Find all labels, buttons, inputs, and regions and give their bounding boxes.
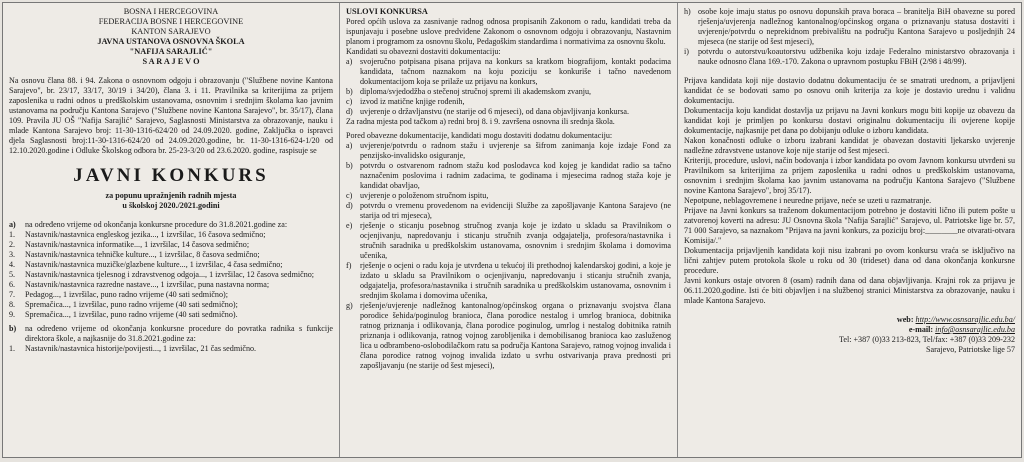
position-item-text: Nastavnik/nastavnica historije/povijesti..., 1 izvršilac, 21 čas sedmično. (25, 344, 257, 353)
additional-doc-item-key: e) (346, 221, 353, 230)
additional-doc-item (346, 261, 671, 301)
contact-address: Sarajevo, Patriotske lige 57 (925, 345, 1015, 354)
subtitle-2: u školskoj 2020./2021.godini (122, 201, 220, 210)
additional-doc-item-key: g) (346, 301, 353, 310)
additional-doc-item-key: h) (684, 7, 691, 16)
newspaper-page (2, 2, 1022, 458)
contact-web (684, 315, 1015, 325)
position-item (9, 310, 333, 320)
additional-doc-item (684, 47, 1015, 67)
position-item-text: Nastavnik/nastavnica tehničke kulture..., 1 izvršilac, 8 časova sedmično; (25, 250, 260, 259)
legal-intro: Na osnovu člana 88. i 94. Zakona o osnovnom odgoju i obrazovanju ("Službene novine Kantona Sarajevo", br. 23/17, 33/17, 30/19 i 34/20), člana 3. i 11. Pravilnika sa kriterijima za prijem zaposlenika u radni odnos u predškolskim ustanovama, osnovnim i srednjim školama kao javnim ustanovama na području Kantona Sarajevo ("Službene novine Kantona Sarajevo", br. 35/17), člana 109. Pravila JU OŠ "Nafija Sarajlić" Sarajevo, Saglasnosti Ministarstva za obrazovanje, nauku i mlade Kantona Sarajevo broj: 11-30-1316-624/20 od 24.09.2020. godine, Zaključka o ispravci djela Saglasnosti broj:11-30-1316-624/20 od 24.09.2020.godine, br. 11-30-1316-624-1/20 od 12.10.2020.godine i Odluke Školskog odbora br. 25-23-3/20 od 23.6.2020. godine, raspisuje se (9, 76, 333, 155)
position-item (9, 230, 333, 240)
position-item-key: 5. (9, 270, 16, 279)
position-item-key: 1. (9, 344, 16, 353)
additional-docs-list-cont (684, 7, 1015, 67)
required-doc-item-text: svojeručno potpisana pisana prijava na konkurs sa kratkom biografijom, kontakt podacima kandidata, tačnom naznakom na koju poziciju se konkuriše i tačno navedenom dokumentacijom koja se prilaže uz prijavu na konkurs, (360, 57, 671, 86)
position-item-text: Spremačica..., 1 izvršilac, puno radno vrijeme (40 sati sedmično); (25, 300, 238, 309)
section-a-intro (9, 220, 333, 230)
para-criteria: Kriteriji, procedure, uslovi, način bodovanja i izbor kandidata po ovom Javnom konkursu utvrđeni su Pravilnikom sa kriterijima za prijem zaposlenika u radni odnos u predškolskim ustanovama, osnovnim i srednjim školama kao javnim ustanovama na području Kantona Sarajevo ("Službene novine Kantona Sarajevo", broj 35/17). (684, 156, 1015, 195)
contact-email (684, 325, 1015, 335)
email-label: e-mail: (908, 325, 934, 334)
required-docs-intro: Kandidati su obavezni dostaviti dokumentaciju: (346, 47, 501, 56)
position-item-key: 9. (9, 310, 16, 319)
required-doc-item-key: c) (346, 97, 353, 106)
email-link[interactable]: info@osnsarajlic.edu.ba (935, 325, 1015, 334)
additional-doc-item-text: rješenje o sticanju posebnog stručnog zvanja koje je izdato u skladu sa Pravilnikom o ocjenjivanju, napredovanju i sticanju stručnih zvanja odgajatelja, profesora/nastavnika i stručnih saradnika u predškolskim ustanovama, osnovnim i srednjim školama i domovima učenika, (360, 221, 671, 260)
additional-doc-item (684, 7, 1015, 47)
additional-doc-item-key: f) (346, 261, 352, 270)
additional-doc-item-text: osobe koje imaju status po osnovu dopunskih prava boraca – branitelja BiH obavezne su pored rješenja/uvjerenja nadležnog kantonalnog/općinskog organa o priznavanju statusa dostaviti i uvjerenje/potvrdu o neprekidnom prebivalištu na području Kantona Sarajevo u posljednjih 24 mjeseca (ne starije od šest mjeseci), (698, 7, 1015, 46)
position-item-key: 7. (9, 290, 16, 299)
para-submission: Prijave na Javni konkurs sa traženom dokumentacijom potrebno je dostaviti lično ili putem pošte u zatvorenoj koverti na adresu: JU Osnovna škola "Nafija Sarajlić" Sarajevo, ul. Patriotske lige br. 57, 71 000 Sarajevo, sa naznakom "Prijava na javni konkurs, za poziciju broj:________ne otvarati-otvara Komisija/." (684, 206, 1015, 245)
additional-doc-item-text: uvjerenje o položenom stručnom ispitu, (360, 191, 489, 200)
position-item-key: 8. (9, 300, 16, 309)
additional-doc-item (346, 161, 671, 191)
additional-doc-item (346, 191, 671, 201)
position-item-text: Nastavnik/nastavnica engleskog jezika..., 1 izvršilac, 16 časova sedmično; (25, 230, 266, 239)
required-doc-item-text: uvjerenje o državljanstvu (ne starije od 6 mjeseci), od dana objavljivanja konkursa. (360, 107, 630, 116)
position-item-key: 4. (9, 260, 16, 269)
subtitle-1: za popunu upražnjenih radnih mjesta (105, 191, 237, 200)
header-school: JAVNA USTANOVA OSNOVNA ŠKOLA (97, 37, 245, 46)
position-item-text: Pedagog..., 1 izvršilac, puno radno vrijeme (40 sati sedmično); (25, 290, 228, 299)
position-item (9, 260, 333, 270)
position-item-text: Nastavnik/nastavnica muzičke/glazbene kulture..., 1 izvršilac, 4 časa sedmično; (25, 260, 283, 269)
additional-doc-item (346, 141, 671, 161)
section-b-intro (9, 324, 333, 344)
position-item (9, 280, 333, 290)
institution-header (9, 7, 333, 67)
header-city: S A R A J E V O (142, 57, 200, 66)
required-doc-item (346, 57, 671, 87)
header-country: BOSNA I HERCEGOVINA (123, 7, 219, 16)
additional-doc-item-text: potvrdu o ostvarenom radnom stažu kod poslodavca kod kojeg je kandidat radio sa tačno naznačenim poslovima i radnim zadacima, te godinama i mjesecima radnog staža koje je kandidat obavljao, (360, 161, 671, 190)
position-item-key: 2. (9, 240, 16, 249)
position-item-text: Nastavnik/nastavnica razredne nastave..., 1 izvršilac, puna nastavna norma; (25, 280, 270, 289)
additional-doc-item-key: i) (684, 47, 689, 56)
position-item-key: 6. (9, 280, 16, 289)
para-valid-application: Prijava kandidata koji nije dostavio dodatnu dokumentaciju će se smatrati urednom, a prijavljeni kandidat će se bodovati samo po osnovu onih kriterija za koje je dostavio urednu i validnu dokumentaciju. (684, 76, 1015, 105)
para-copies: Dokumentacija koju kandidat dostavlja uz prijavu na Javni konkurs mogu biti kopije uz obavezu da kandidat koji je primljen po konkursu dostavi originalnu dokumentaciju ili ovjerene kopije dokumentacije, najkasnije pet dana po dobijanju odluke o izboru kandidata. (684, 106, 1015, 135)
position-item (9, 240, 333, 250)
header-canton: KANTON SARAJEVO (131, 27, 211, 36)
header-school-name: "NAFIJA SARAJLIĆ" (129, 47, 213, 56)
section-a-key: a) (9, 220, 16, 229)
position-item (9, 344, 333, 354)
required-doc-item (346, 87, 671, 97)
section-a-list (9, 230, 333, 320)
additional-docs-intro: Pored obavezne dokumentacije, kandidati mogu dostaviti dodatnu dokumentaciju: (346, 131, 613, 140)
required-doc-item-key: d) (346, 107, 353, 116)
additional-docs-list (346, 141, 671, 371)
position-item (9, 290, 333, 300)
column-middle (340, 3, 678, 457)
additional-doc-item-key: d) (346, 201, 353, 210)
section-b-text: na određeno vrijeme od okončanja konkursne procedure do povratka radnika s funkcije direktora škole, a najkasnije do 31.8.2021.godine za: (25, 324, 333, 343)
section-b-list (9, 344, 333, 354)
para-return: Dokumentacija prijavljenih kandidata koji nisu izabrani po ovom konkursu vraća se isključivo na lični zahtjev putem protokola škole u roku od 30 (trideset) dana od dana okončanja konkursne procedure. (684, 246, 1015, 275)
column-right (678, 3, 1021, 457)
position-item-text: Nastavnik/nastavnica informatike..., 1 izvršilac, 14 časova sedmično; (25, 240, 250, 249)
required-doc-item (346, 97, 671, 107)
required-doc-item-text: diploma/svjedodžba o stečenoj stručnoj spremi ili akademskom zvanju, (360, 87, 592, 96)
position-item (9, 250, 333, 260)
additional-doc-item-text: potvrdu o vremenu provedenom na evidenciji Službe za zapošljavanje Kantona Sarajevo (ne starija od tri mjeseca), (360, 201, 671, 220)
required-doc-item-key: b) (346, 87, 353, 96)
conditions-heading: USLOVI KONKURSA (346, 7, 428, 16)
section-b-key: b) (9, 324, 17, 333)
additional-doc-item-key: c) (346, 191, 353, 200)
additional-doc-item (346, 201, 671, 221)
position-item-key: 3. (9, 250, 16, 259)
para-medical: Nakon konačnosti odluke o izboru izabrani kandidat je obavezan dostaviti ljekarsko uvjerenje nadležne zdravstvene ustanove koje nije starije od šest mjeseci. (684, 136, 1015, 155)
position-item-text: Nastavnik/nastavnica tjelesnog i zdravstvenog odgoja..., 1 izvršilac, 12 časova sedmično; (25, 270, 315, 279)
contact-phone: Tel: +387 (0)33 213-823, Tel/fax: +387 (0)33 209-232 (839, 335, 1015, 344)
additional-doc-item (346, 221, 671, 261)
position-item-text: Spremačica..., 1 izvršilac, puno radno vrijeme (40 sati sedmično). (25, 310, 238, 319)
para-deadline: Javni konkurs ostaje otvoren 8 (osam) radnih dana od dana objavljivanja. Krajni rok za prijavu je 06.11.2020.godine. Isti će biti objavljen i na službenoj stranici Ministarstva za obrazovanje, nauku i mlade Kantona Sarajevo. (684, 276, 1015, 305)
position-item (9, 270, 333, 280)
section-a-text: na određeno vrijeme od okončanja konkursne procedure do 31.8.2021.godine za: (25, 220, 288, 229)
additional-doc-item-text: rješenje/uvjerenje nadležnog kantonalnog/općinskog organa o priznavanju svojstva člana porodice šehida/poginulog branioca, člana porodice nestalog i umrlog branioca, dobitnika ratnog priznanja i odlikovanja, člana porodice poginulog, umrlog i nestalog dobitnika ratnih priznanja i odlikovanja, ratnog vojnog zarobljenika i demobilisanog branioca kao zasluženog lica u odbrambeno-oslobodilačkom ratu sa područja Kantona Sarajevo, ratnog vojnog invalida i člana porodice ratnog vojnog invalida izdato u svrhu ostvarivanja prava prednosti pri zapošljavanju (ne starije od šest mjeseci), (360, 301, 671, 370)
required-doc-item-text: izvod iz matične knjige rođenih, (360, 97, 465, 106)
required-doc-item (346, 107, 671, 117)
web-label: web: (896, 315, 914, 324)
required-docs-list (346, 57, 671, 117)
additional-doc-item-key: a) (346, 141, 353, 150)
web-link[interactable]: http://www.osnsarajlic.edu.ba/ (915, 315, 1015, 324)
required-doc-item-key: a) (346, 57, 353, 66)
additional-doc-item-key: b) (346, 161, 353, 170)
additional-doc-item-text: rješenje o ocjeni o radu koja je utvrđena u tekućoj ili prethodnoj kalendarskoj godini, a koje je izdato u skladu sa Pravilnikom o ocjenjivanju, napredovanju i sticanju stručnih zvanja, odgajatelja, profesora/nastavnika i stručnih saradnika u predškolskim ustanovama, osnovnim i srednjim školama i domovima učenika, (360, 261, 671, 300)
header-federation: FEDERACIJA BOSNE I HERCEGOVINE (98, 17, 244, 26)
column-left (3, 3, 340, 457)
positions-note: Za radna mjesta pod tačkom a) redni broj 8. i 9. završena osnovna ili srednja škola. (346, 117, 615, 126)
conditions-general: Pored općih uslova za zasnivanje radnog odnosa propisanih Zakonom o radu, kandidati treba da ispunjavaju i posebne uslove predviđene Zakonom o osnovnom odgoju i obrazovanju, Nastavnim planom i programom za osnovnu školu, Pedagoškim standardima i normativima za osnovnu školu. (346, 17, 671, 46)
para-incomplete: Nepotpune, neblagovremene i neuredne prijave, neće se uzeti u razmatranje. (684, 196, 932, 205)
additional-doc-item-text: uvjerenje/potvrdu o radnom stažu i uvjerenje sa šifrom zanimanja koje izdaje Fond za penzijsko-invalidsko osiguranje, (360, 141, 671, 160)
additional-doc-item-text: potvrdu o autorstvu/koautorstvu udžbenika koju izdaje Federalno ministarstvo obrazovanja i nauke odnosno člana 169.-170. Zakona o upravnom postupku FBiH (2/98 i 48/99). (698, 47, 1015, 66)
position-item (9, 300, 333, 310)
position-item-key: 1. (9, 230, 16, 239)
additional-doc-item (346, 301, 671, 371)
page-title: JAVNI KONKURS (73, 165, 269, 186)
